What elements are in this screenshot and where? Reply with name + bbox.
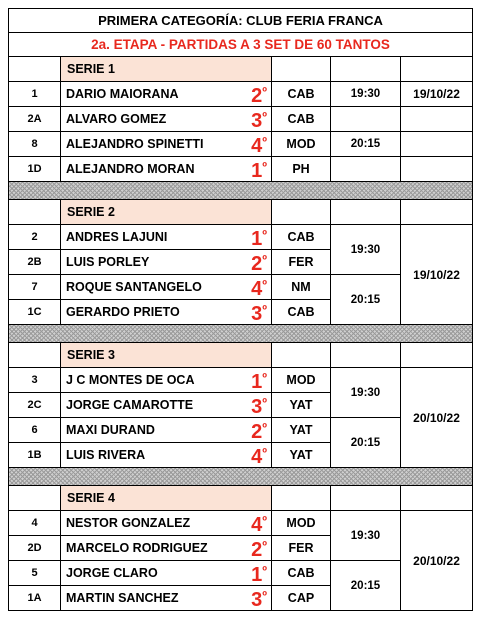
player-row [9,511,473,536]
ordinal-suffix: º [262,445,267,460]
ordinal-suffix: º [262,395,267,410]
empty-cell [272,343,331,368]
player-name: J C MONTES DE OCA [61,368,247,393]
player-club: YAT [272,393,331,418]
ordinal-suffix: º [262,159,267,174]
player-place [247,393,272,418]
player-club: YAT [272,418,331,443]
match-time: 19:30 [331,82,401,107]
player-place [247,300,272,325]
player-number: 7 [9,275,61,300]
player-place [247,132,272,157]
ordinal-suffix: º [262,252,267,267]
player-name: DARIO MAIORANA [61,82,247,107]
place-value: 1 [251,160,263,182]
player-name: MARCELO RODRIGUEZ [61,536,247,561]
ordinal-suffix: º [262,302,267,317]
separator-cell [9,182,473,200]
place-value: 4 [251,514,263,536]
player-club: FER [272,250,331,275]
match-date [401,107,473,132]
player-number: 1D [9,157,61,182]
empty-cell [9,486,61,511]
empty-cell [401,343,473,368]
match-time: 20:15 [331,275,401,325]
match-date: 20/10/22 [401,511,473,611]
player-row [9,107,473,132]
ordinal-suffix: º [262,420,267,435]
series-label: SERIE 1 [61,57,272,82]
player-number: 2 [9,225,61,250]
place-value: 1 [251,564,263,586]
player-place [247,536,272,561]
player-number: 3 [9,368,61,393]
series-header-row [9,486,473,511]
ordinal-suffix: º [262,588,267,603]
empty-cell [331,57,401,82]
place-value: 4 [251,446,263,468]
player-name: JORGE CAMAROTTE [61,393,247,418]
series-label: SERIE 4 [61,486,272,511]
player-number: 8 [9,132,61,157]
empty-cell [401,486,473,511]
player-row [9,157,473,182]
place-value: 1 [251,371,263,393]
player-place [247,275,272,300]
player-club: CAB [272,225,331,250]
player-name: MAXI DURAND [61,418,247,443]
place-value: 3 [251,110,263,132]
player-place [247,250,272,275]
empty-cell [9,57,61,82]
place-value: 2 [251,85,263,107]
ordinal-suffix: º [262,538,267,553]
player-club: CAB [272,107,331,132]
ordinal-suffix: º [262,227,267,242]
player-club: MOD [272,511,331,536]
place-value: 3 [251,303,263,325]
player-club: CAP [272,586,331,611]
player-place [247,157,272,182]
ordinal-suffix: º [262,370,267,385]
player-place [247,561,272,586]
series-separator [9,468,473,486]
place-value: 2 [251,253,263,275]
player-number: 1A [9,586,61,611]
ordinal-suffix: º [262,84,267,99]
player-row [9,225,473,250]
match-time [331,157,401,182]
player-name: MARTIN SANCHEZ [61,586,247,611]
series-header-row [9,200,473,225]
schedule-sheet [8,8,472,611]
player-row [9,132,473,157]
player-name: ROQUE SANTANGELO [61,275,247,300]
player-place [247,107,272,132]
match-time: 19:30 [331,225,401,275]
series-header-row [9,57,473,82]
place-value: 3 [251,396,263,418]
empty-cell [331,343,401,368]
player-club: NM [272,275,331,300]
player-number: 5 [9,561,61,586]
place-value: 2 [251,539,263,561]
player-name: JORGE CLARO [61,561,247,586]
player-name: ALVARO GOMEZ [61,107,247,132]
player-place [247,368,272,393]
player-row [9,368,473,393]
player-place [247,225,272,250]
player-club: FER [272,536,331,561]
series-header-row [9,343,473,368]
player-number: 2C [9,393,61,418]
empty-cell [401,57,473,82]
player-place [247,511,272,536]
place-value: 4 [251,135,263,157]
player-name: NESTOR GONZALEZ [61,511,247,536]
player-place [247,418,272,443]
empty-cell [272,57,331,82]
series-separator [9,325,473,343]
player-club: CAB [272,561,331,586]
player-place [247,443,272,468]
separator-cell [9,468,473,486]
player-number: 1 [9,82,61,107]
match-date: 20/10/22 [401,368,473,468]
player-place [247,82,272,107]
player-name: LUIS RIVERA [61,443,247,468]
match-date [401,157,473,182]
place-value: 4 [251,278,263,300]
match-date: 19/10/22 [401,225,473,325]
empty-cell [331,200,401,225]
page-title: PRIMERA CATEGORÍA: CLUB FERIA FRANCA [9,9,473,33]
empty-cell [272,486,331,511]
ordinal-suffix: º [262,277,267,292]
place-value: 3 [251,589,263,611]
player-number: 6 [9,418,61,443]
player-club: CAB [272,300,331,325]
match-time: 20:15 [331,132,401,157]
player-number: 2B [9,250,61,275]
player-club: YAT [272,443,331,468]
player-name: ANDRES LAJUNI [61,225,247,250]
player-place [247,586,272,611]
match-time: 19:30 [331,511,401,561]
empty-cell [9,343,61,368]
page-subtitle: 2a. ETAPA - PARTIDAS A 3 SET DE 60 TANTOS [9,33,473,57]
player-number: 1B [9,443,61,468]
series-label: SERIE 2 [61,200,272,225]
tournament-table [8,8,473,611]
series-label: SERIE 3 [61,343,272,368]
series-separator [9,182,473,200]
player-name: ALEJANDRO SPINETTI [61,132,247,157]
player-number: 2D [9,536,61,561]
player-club: MOD [272,132,331,157]
match-time [331,107,401,132]
match-time: 20:15 [331,561,401,611]
ordinal-suffix: º [262,134,267,149]
empty-cell [401,200,473,225]
empty-cell [9,200,61,225]
player-name: ALEJANDRO MORAN [61,157,247,182]
separator-cell [9,325,473,343]
ordinal-suffix: º [262,563,267,578]
player-number: 2A [9,107,61,132]
empty-cell [272,200,331,225]
player-row [9,82,473,107]
ordinal-suffix: º [262,109,267,124]
match-date [401,132,473,157]
place-value: 2 [251,421,263,443]
player-name: GERARDO PRIETO [61,300,247,325]
player-club: MOD [272,368,331,393]
place-value: 1 [251,228,263,250]
player-number: 1C [9,300,61,325]
match-time: 20:15 [331,418,401,468]
player-club: PH [272,157,331,182]
player-number: 4 [9,511,61,536]
player-name: LUIS PORLEY [61,250,247,275]
ordinal-suffix: º [262,513,267,528]
empty-cell [331,486,401,511]
match-date: 19/10/22 [401,82,473,107]
match-time: 19:30 [331,368,401,418]
player-club: CAB [272,82,331,107]
